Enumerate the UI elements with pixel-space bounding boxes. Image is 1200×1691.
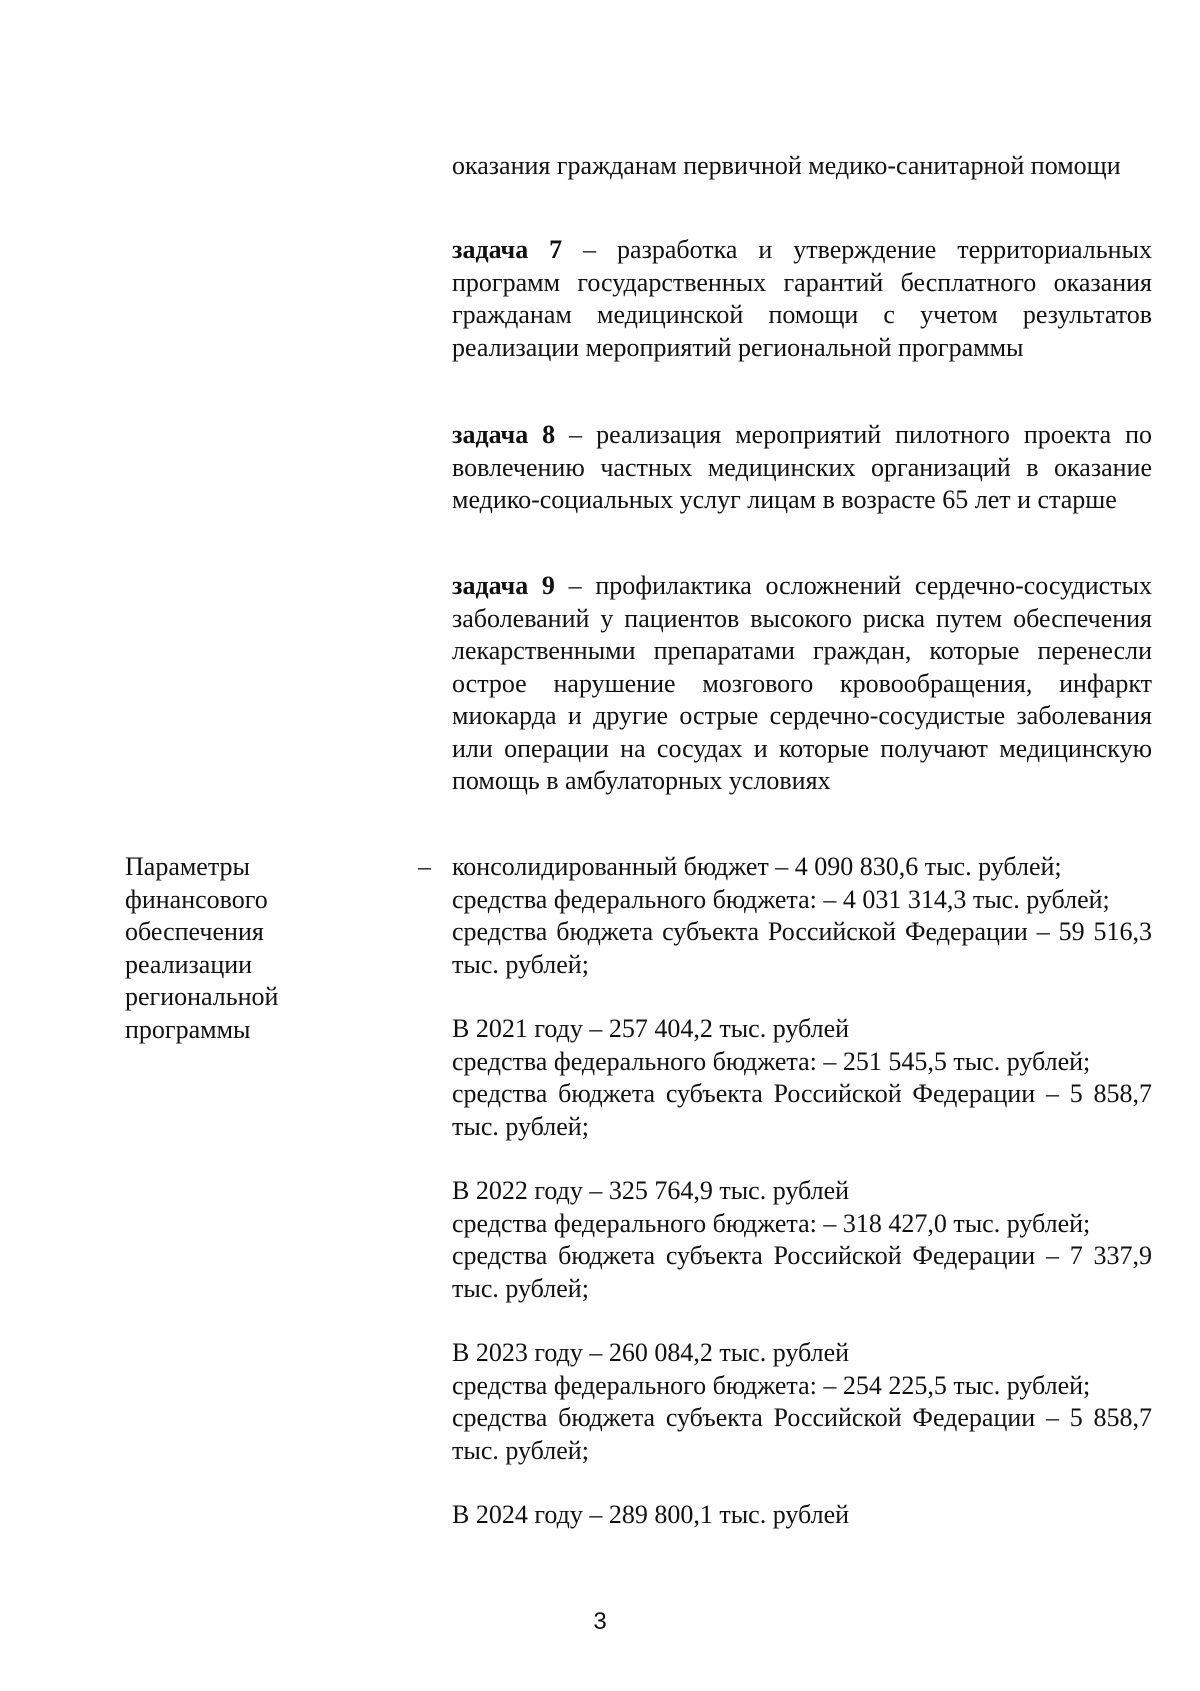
financing-label (125, 851, 325, 1046)
task-7-block (452, 234, 1152, 364)
financing-label-line: обеспечения (125, 917, 264, 946)
financing-label-line: Параметры (125, 852, 250, 881)
year-2023-federal: средства федерального бюджета: – 254 225,5 тыс. рублей; (452, 1370, 1091, 1400)
task-7-paragraph (452, 234, 1152, 364)
financing-details (452, 851, 1152, 1532)
task-9-paragraph (452, 570, 1152, 798)
financing-label-line: реализации (125, 949, 253, 979)
total-federal: средства федерального бюджета: – 4 031 314,3 тыс. рублей; (452, 884, 1110, 914)
financing-dash: – (418, 852, 431, 881)
year-2021-total: В 2021 году – 257 404,2 тыс. рублей (452, 1014, 850, 1043)
task-7-label: задача 7 (452, 235, 563, 264)
continuation-block (452, 150, 1152, 183)
task-8-label: задача 8 (452, 420, 556, 449)
year-2024-total: В 2024 году – 289 800,1 тыс. рублей (452, 1500, 850, 1529)
year-2021-federal: средства федерального бюджета: – 251 545,5 тыс. рублей; (452, 1046, 1091, 1076)
task-9-label: задача 9 (452, 571, 555, 600)
task-8-block (452, 419, 1152, 517)
year-2023-regional: средства бюджета субъекта Российской Федерации – 5 858,7 тыс. рублей; (452, 1403, 1152, 1465)
task-7-text: разработка и утверждение территориальных программ государственных гарантий бесплатного оказания гражданам медицинской помощи с учетом результатов реализации мероприятий региональной программы (452, 235, 1153, 362)
task-8-text: реализация мероприятий пилотного проекта по вовлечению частных медицинских организаций в оказание медико-социальных услуг лицам в возрасте 65 лет и старше (452, 420, 1153, 514)
financing-label-line: финансового (125, 884, 268, 914)
year-2022-federal: средства федерального бюджета: – 318 427,0 тыс. рублей; (452, 1208, 1091, 1238)
spacer (452, 1305, 1152, 1337)
financing-label-line: программы (125, 1014, 251, 1044)
task-7-separator: – (562, 235, 618, 264)
continuation-text: оказания гражданам первичной медико-санитарной помощи (452, 151, 1121, 180)
year-2022-regional: средства бюджета субъекта Российской Федерации – 7 337,9 тыс. рублей; (452, 1241, 1152, 1303)
task-9-block (452, 570, 1152, 798)
task-9-text: профилактика осложнений сердечно-сосудистых заболеваний у пациентов высокого риска путем обеспечения лекарственными препаратами граждан, которые перенесли острое нарушение мозгового кровообращения, инфаркт миокарда и другие острые сердечно-сосудистые заболевания или операции на сосудах и которые получают медицинскую помощь в амбулаторных условиях (452, 571, 1152, 795)
spacer (452, 981, 1152, 1013)
year-2023-total: В 2023 году – 260 084,2 тыс. рублей (452, 1338, 850, 1367)
total-consolidated: консолидированный бюджет – 4 090 830,6 тыс. рублей; (452, 852, 1062, 881)
year-2022-total: В 2022 году – 325 764,9 тыс. рублей (452, 1176, 850, 1205)
task-8-separator: – (555, 420, 597, 449)
spacer (452, 1467, 1152, 1499)
task-9-separator: – (554, 571, 596, 600)
spacer (452, 1143, 1152, 1175)
page-number: 3 (593, 1608, 607, 1635)
year-2021-regional: средства бюджета субъекта Российской Федерации – 5 858,7 тыс. рублей; (452, 1079, 1152, 1141)
total-regional: средства бюджета субъекта Российской Федерации – 59 516,3 тыс. рублей; (452, 917, 1152, 979)
task-8-paragraph (452, 419, 1152, 517)
financing-label-line: региональной (125, 982, 279, 1011)
